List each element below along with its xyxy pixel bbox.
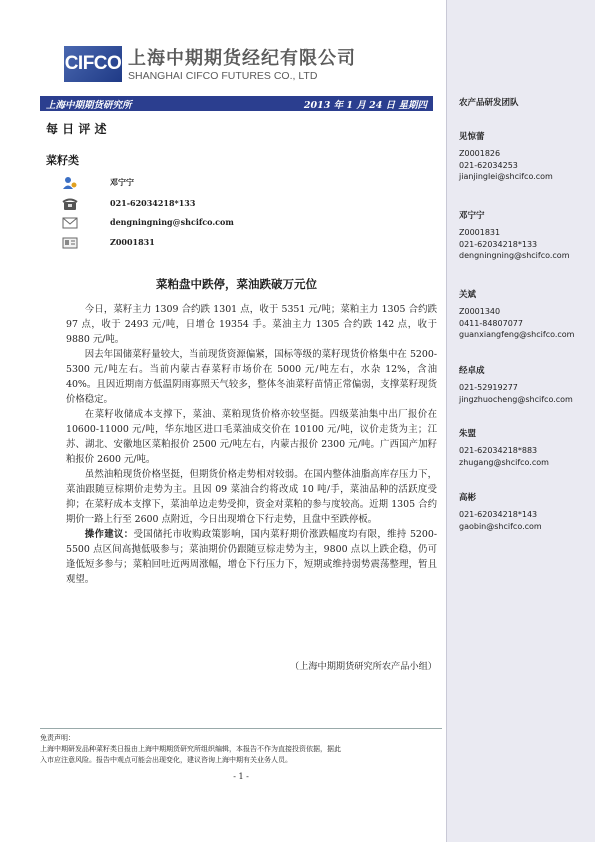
disclaimer-heading: 免责声明：: [40, 734, 75, 742]
envelope-icon: [62, 216, 78, 230]
advice-paragraph: [66, 527, 437, 587]
analyst-phone: 0411-84807077: [459, 318, 523, 328]
company-logo: [64, 38, 424, 90]
phone-icon: [62, 197, 78, 211]
analyst-name: 高彬: [459, 493, 477, 503]
analyst-phone: 021-52919277: [459, 383, 518, 392]
article-signature: （上海中期期货研究所农产品小组）: [290, 661, 437, 672]
analyst-phone: 021-62034253: [459, 160, 518, 170]
person-icon: [62, 176, 78, 190]
analyst-id: Z0001340: [459, 307, 501, 316]
team-title: 农产品研发团队: [459, 98, 519, 108]
article-paragraph: 虽然油粕现货价格坚挺，但期货价格走势相对较弱。在国内整体油脂高库存压力下，菜油跟随豆棕期价走势为主。且因 09 菜油合约将改成 10 吨/手，菜油品种的活跃度受抑；在菜籽成本支撑下，菜油单边走势受抑，资金对菜粕的参与度较高。近期 1305 合约期价一路上行至 2600 点附近，今日出现増仓下行走势，且盘中至跌停板。: [66, 469, 437, 525]
disclaimer-line: 入市应注意风险。报告中观点可能会出现变化，建议咨询上海中期有关业务人员。: [40, 756, 292, 764]
footer-divider: [40, 728, 442, 729]
article-paragraph: 因去年国储菜籽量较大，当前现货资源偏紧，国标等级的菜籽现货价格集中在 5200-5300 元/吨左右。当前内蒙古春菜籽市场价在 5000 元/吨左右，水杂 12%，含油 40%。且因近期南方低温阴雨寡照天气较多，整体冬油菜籽苗情正常偏弱，支撑菜籽现货价格稳定。: [66, 349, 437, 405]
report-date: 2013 年 1 月 24 日 星期四: [303, 100, 427, 111]
analyst-phone: 021-62034218*143: [459, 510, 538, 519]
analyst-email[interactable]: jianjinglei@shcifco.com: [459, 172, 553, 181]
analyst-card: [459, 130, 594, 183]
contact-email: dengningning@shcifco.com: [110, 217, 234, 227]
analyst-email[interactable]: guanxiangfeng@shcifco.com: [459, 330, 575, 339]
advice-text: 受国储托市收购政策影响，国内菜籽期价涨跌幅度均有限，维持 5200-5500 点区间高抛低吸参与；菜油期价仍跟随豆棕走势为主，9800 点以上跌企稳，仍可逢低短多参与；菜粕回吐近两周涨幅，增仓下行压力下，短期或维持弱势震荡整理，暂且观望。: [66, 529, 437, 585]
analyst-sidebar: [446, 0, 595, 842]
header-bar: [40, 96, 433, 111]
analyst-name: 经卓成: [459, 366, 485, 376]
commodity-heading: 菜籽类: [46, 154, 79, 167]
analyst-phone: 021-62034218*133: [459, 239, 538, 249]
analyst-email[interactable]: jingzhuocheng@shcifco.com: [459, 394, 573, 404]
analyst-name: 朱盟: [459, 429, 477, 439]
contact-id: Z0001831: [110, 237, 155, 247]
contact-phone: 021-62034218*133: [110, 198, 196, 208]
company-name-cn: 上海中期期货经纪有限公司: [128, 48, 356, 69]
disclaimer-line: 上海中期研发品种菜籽类日报由上海中期期货研究所组织编辑，本报告不作为直接投资依据，据此: [40, 745, 341, 753]
analyst-name: 见惊蕾: [459, 132, 485, 142]
disclaimer: [40, 733, 442, 766]
analyst-name: 关斌: [459, 290, 477, 300]
article-paragraph: 今日，菜籽主力 1309 合约跌 1301 点，收于 5351 元/吨；菜粕主力 1305 合约跌 97 点，收于 2493 元/吨，日增仓 19354 手。菜油主力 1305 合约跌 142 点，收于 9880 元/吨。: [66, 304, 437, 345]
analyst-id: Z0001831: [459, 228, 501, 237]
id-card-icon: [62, 236, 78, 250]
analyst-card: [459, 209, 594, 262]
analyst-card: [459, 427, 594, 468]
analyst-id: Z0001826: [459, 149, 501, 158]
advice-label: 操作建议：: [84, 529, 134, 540]
analyst-email[interactable]: gaobin@shcifco.com: [459, 521, 542, 531]
article-body: [66, 302, 437, 587]
analyst-email[interactable]: dengningning@shcifco.com: [459, 251, 570, 260]
analyst-name: 邓宁宁: [459, 211, 485, 221]
contact-name: 邓宁宁: [110, 177, 134, 187]
cifco-logo-mark: CIFCO: [64, 46, 122, 82]
analyst-phone: 021-62034218*883: [459, 446, 538, 455]
page-number: - 1 -: [233, 772, 249, 781]
company-name-en: SHANGHAI CIFCO FUTURES CO., LTD: [128, 70, 318, 82]
analyst-card: [459, 288, 594, 341]
article-title: 菜粕盘中跌停，菜油跌破万元位: [156, 277, 317, 291]
analyst-email[interactable]: zhugang@shcifco.com: [459, 457, 549, 467]
report-type: 每 日 评 述: [46, 122, 107, 136]
institute-name: 上海中期期货研究所: [46, 100, 132, 111]
analyst-card: [459, 491, 594, 532]
article-paragraph: 在菜籽收储成本支撑下，菜油、菜粕现货价格亦较坚挺。四级菜油集中出厂报价在 10600-11000 元/吨，华东地区进口毛菜油成交价在 10100 元/吨，议价走货为主；江苏、湖北、安徽地区菜粕报价 2500 元/吨左右，内蒙古报价 2300 元/吨。广西国产加籽粕报价 2600 元/吨。: [66, 409, 437, 465]
analyst-card: [459, 364, 594, 405]
